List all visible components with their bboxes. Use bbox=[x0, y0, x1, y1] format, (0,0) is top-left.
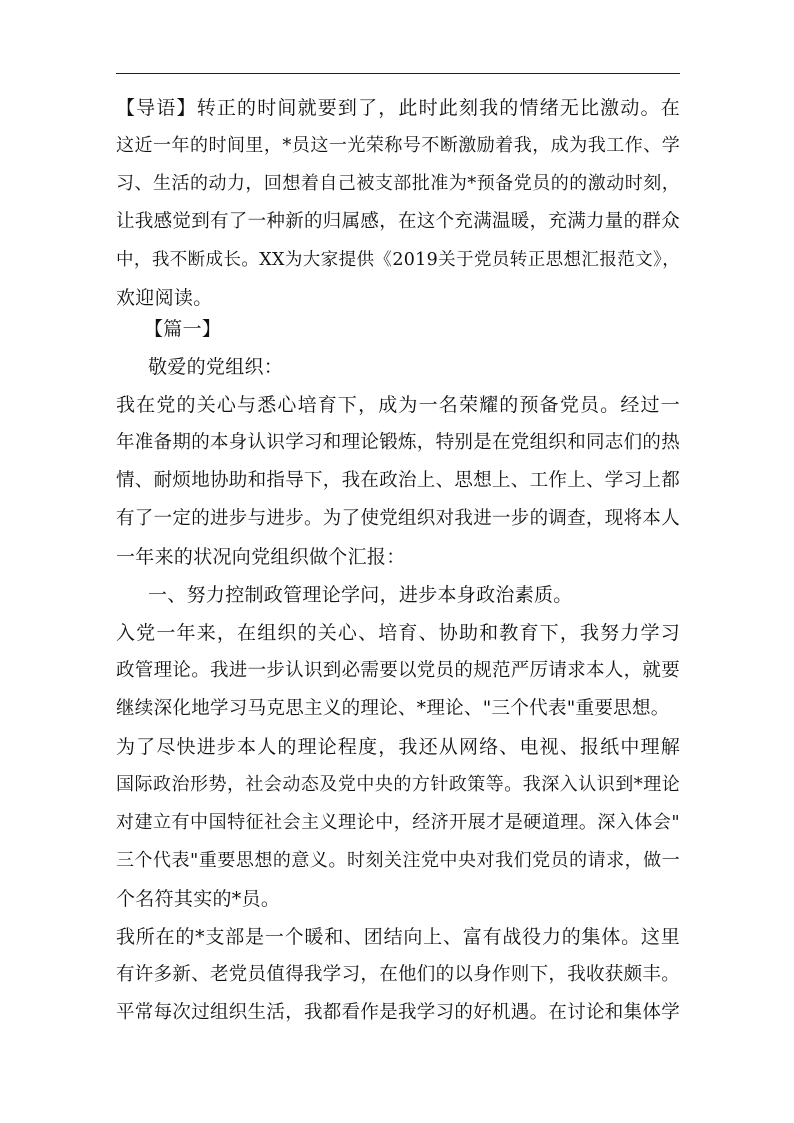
text-line: 年准备期的本身认识学习和理论锻炼，特别是在党组织和同志们的热 bbox=[116, 432, 681, 453]
text-line: 【导语】转正的时间就要到了，此时此刻我的情绪无比激动。在 bbox=[116, 97, 680, 119]
text-line: 有了一定的进步与进步。为了使党组织对我进一步的调查，现将本人 bbox=[116, 508, 681, 529]
section-heading: 【篇一】 bbox=[144, 318, 222, 340]
text-line: 三个代表"重要思想的意义。时刻关注党中央对我们党员的请求，做一 bbox=[116, 850, 680, 871]
text-line: 中，我不断成长。XX为大家提供《2019关于党员转正思想汇报范文》， bbox=[116, 250, 680, 270]
text-line: 让我感觉到有了一种新的归属感，在这个充满温暖，充满力量的群众 bbox=[116, 211, 681, 232]
text-line: 欢迎阅读。 bbox=[116, 287, 213, 309]
text-line: 政管理论。我进一步认识到必需要以党员的规范严厉请求本人，就要 bbox=[116, 660, 681, 681]
text-line: 习、生活的动力，回想着自己被支部批准为*预备党员的的激动时刻， bbox=[116, 173, 680, 194]
text-line: 我所在的*支部是一个暖和、团结向上、富有战役力的集体。这里 bbox=[116, 926, 680, 948]
text-line: 这近一年的时间里，*员这一光荣称号不断激励着我，成为我工作、学 bbox=[116, 135, 680, 156]
text-line: 个名符其实的*员。 bbox=[116, 888, 281, 910]
text-line: 国际政治形势，社会动态及党中央的方针政策等。我深入认识到*理论 bbox=[116, 774, 680, 795]
subheading: 一、努力控制政管理论学问，进步本身政治素质。 bbox=[148, 584, 573, 606]
text-line: 对建立有中国特征社会主义理论中，经济开展才是硬道理。深入体会" bbox=[116, 812, 680, 833]
text-line: 平常每次过组织生活，我都看作是我学习的好机遇。在讨论和集体学 bbox=[116, 1002, 681, 1023]
text-line: 为了尽快进步本人的理论程度，我还从网络、电视、报纸中理解 bbox=[116, 736, 680, 758]
text-line: 我在党的关心与悉心培育下，成为一名荣耀的预备党员。经过一 bbox=[116, 394, 680, 416]
header-rule bbox=[116, 73, 680, 74]
text-line: 入党一年来，在组织的关心、培育、协助和教育下，我努力学习 bbox=[116, 622, 680, 644]
text-line: 一年来的状况向党组织做个汇报： bbox=[116, 546, 406, 568]
text-line: 情、耐烦地协助和指导下，我在政治上、思想上、工作上、学习上都 bbox=[116, 470, 681, 491]
text-line: 有许多新、老党员值得我学习，在他们的以身作则下，我收获颇丰。 bbox=[116, 964, 681, 985]
salutation: 敬爱的党组织： bbox=[148, 356, 284, 378]
text-line: 继续深化地学习马克思主义的理论、*理论、"三个代表"重要思想。 bbox=[116, 698, 670, 719]
